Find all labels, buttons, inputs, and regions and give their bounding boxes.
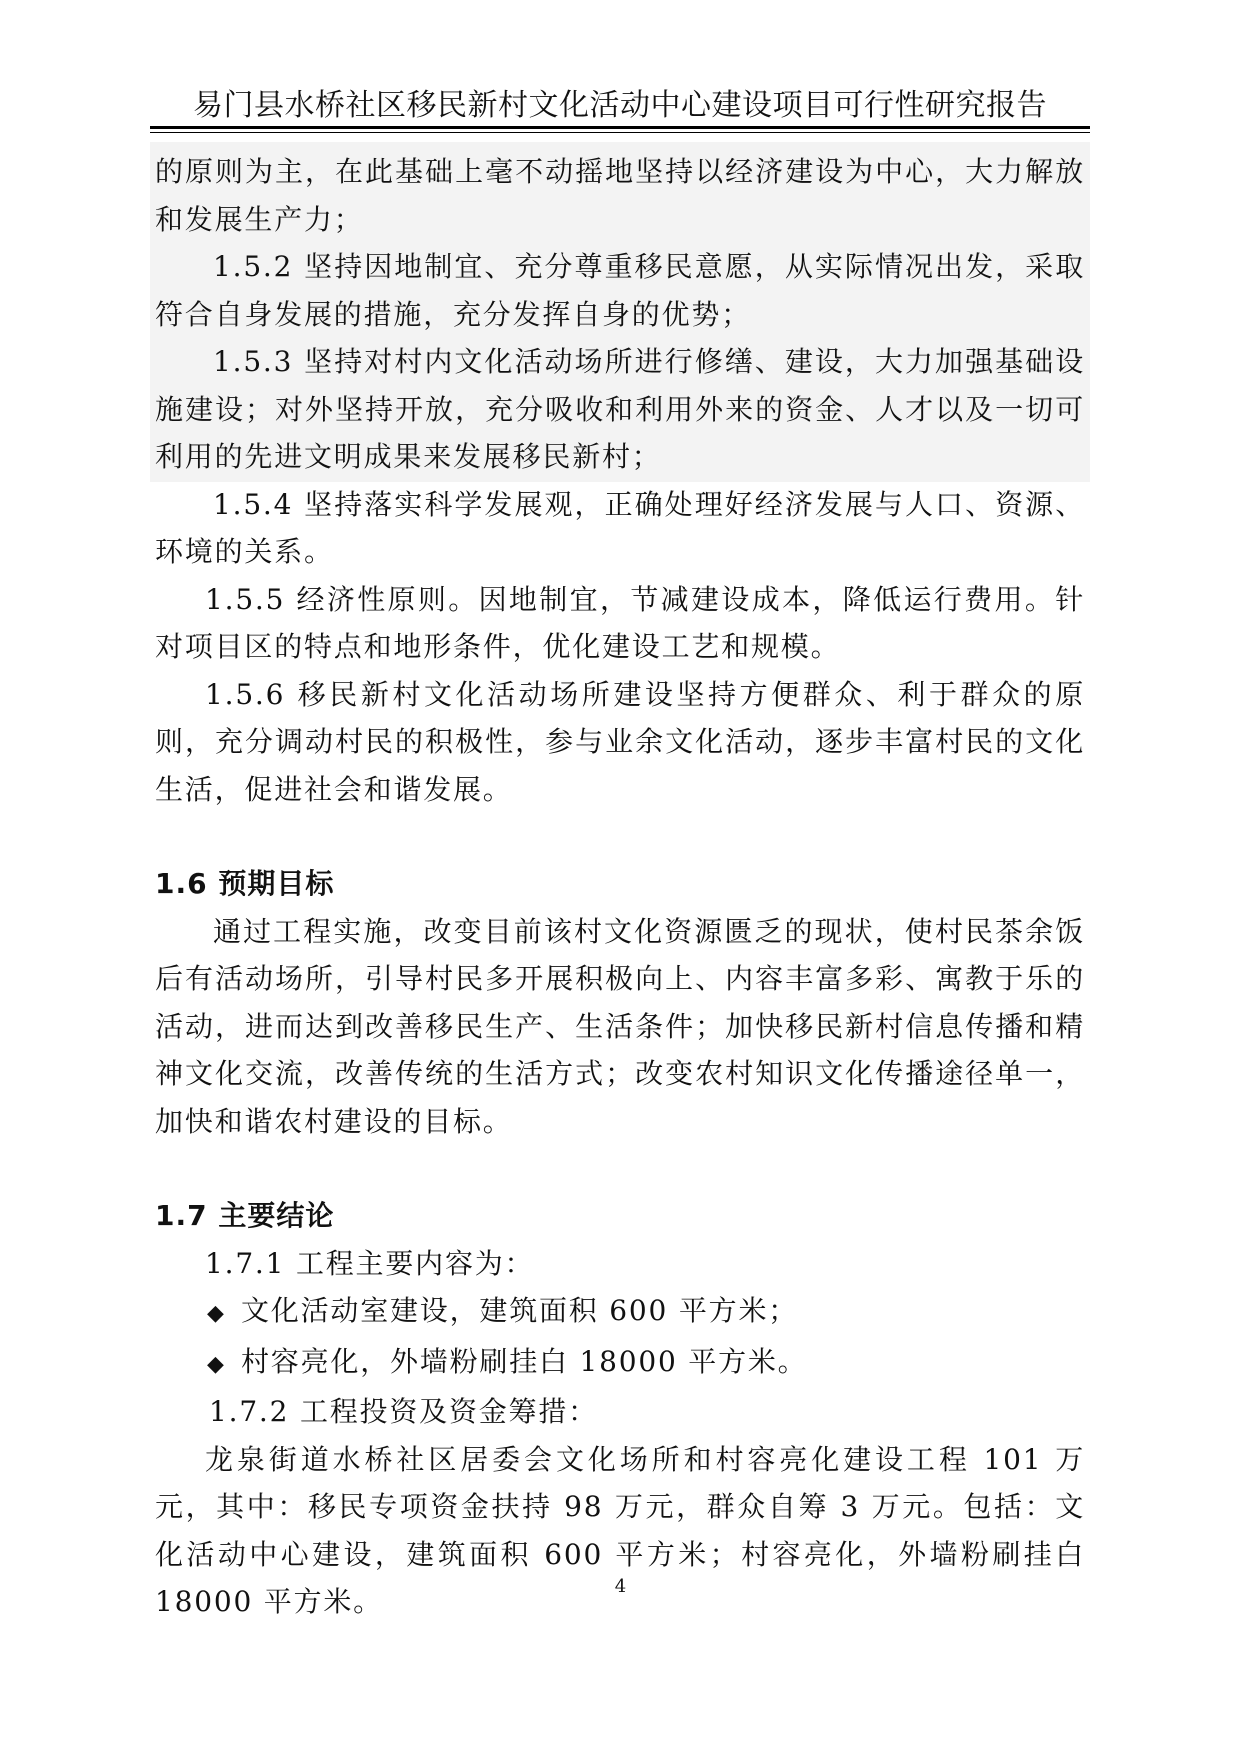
paragraph-1-5-4: 1.5.4 坚持落实科学发展观，正确处理好经济发展与人口、资源、环境的关系。 — [155, 487, 1085, 568]
header-rule-thick — [150, 126, 1090, 129]
paragraph-1-5-2: 1.5.2 坚持因地制宜、充分尊重移民意愿，从实际情况出发，采取符合自身发展的措施，充分发挥自身的优势； — [155, 250, 1085, 331]
bullet-text: 村容亮化，外墙粉刷挂白 18000 平方米。 — [241, 1344, 808, 1378]
bullet-text: 文化活动室建设，建筑面积 600 平方米； — [241, 1294, 799, 1327]
black-diamond-icon: ◆ — [207, 1301, 226, 1326]
bullet-item — [155, 1338, 1085, 1389]
subsection-1-7-2: 1.7.2 工程投资及资金筹措： — [209, 1395, 598, 1428]
paragraph-1-5-5: 1.5.5 经济性原则。因地制宜，节减建设成本，降低运行费用。针对项目区的特点和地形条件，优化建设工艺和规模。 — [155, 582, 1085, 663]
page-header-title: 易门县水桥社区移民新村文化活动中心建设项目可行性研究报告 — [193, 88, 1047, 123]
section-heading-1-6: 1.6 预期目标 — [155, 867, 335, 900]
paragraph-continued: 的原则为主，在此基础上毫不动摇地坚持以经济建设为中心，大力解放和发展生产力； — [155, 155, 1085, 236]
bullet-item — [155, 1287, 1085, 1338]
page-number: 4 — [614, 1576, 627, 1597]
subsection-1-7-1: 1.7.1 工程主要内容为： — [205, 1246, 535, 1280]
paragraph-1-5-6: 1.5.6 移民新村文化活动场所建设坚持方便群众、利于群众的原则，充分调动村民的积极性，参与业余文化活动，逐步丰富村民的文化生活，促进社会和谐发展。 — [155, 677, 1085, 806]
document-body — [155, 148, 1085, 1626]
section-1-6-body: 通过工程实施，改变目前该村文化资源匮乏的现状，使村民茶余饭后有活动场所，引导村民多开展积极向上、内容丰富多彩、寓教于乐的活动，进而达到改善移民生产、生活条件；加快移民新村信息传播和精神文化交流，改善传统的生活方式；改变农村知识文化传播途径单一，加快和谐农村建设的目标。 — [155, 914, 1085, 1138]
black-diamond-icon: ◆ — [207, 1351, 226, 1377]
section-heading-1-7: 1.7 主要结论 — [155, 1199, 335, 1232]
paragraph-1-5-3: 1.5.3 坚持对村内文化活动场所进行修缮、建设，大力加强基础设施建设；对外坚持开放，充分吸收和利用外来的资金、人才以及一切可利用的先进文明成果来发展移民新村； — [155, 345, 1085, 473]
header-rule-thin — [150, 132, 1090, 133]
section-1-7-body: 龙泉街道水桥社区居委会文化场所和村容亮化建设工程 101 万元，其中：移民专项资金扶持 98 万元，群众自筹 3 万元。包括：文化活动中心建设，建筑面积 600 平方米；村容亮化，外墙粉刷挂白 18000 平方米。 — [155, 1442, 1085, 1618]
